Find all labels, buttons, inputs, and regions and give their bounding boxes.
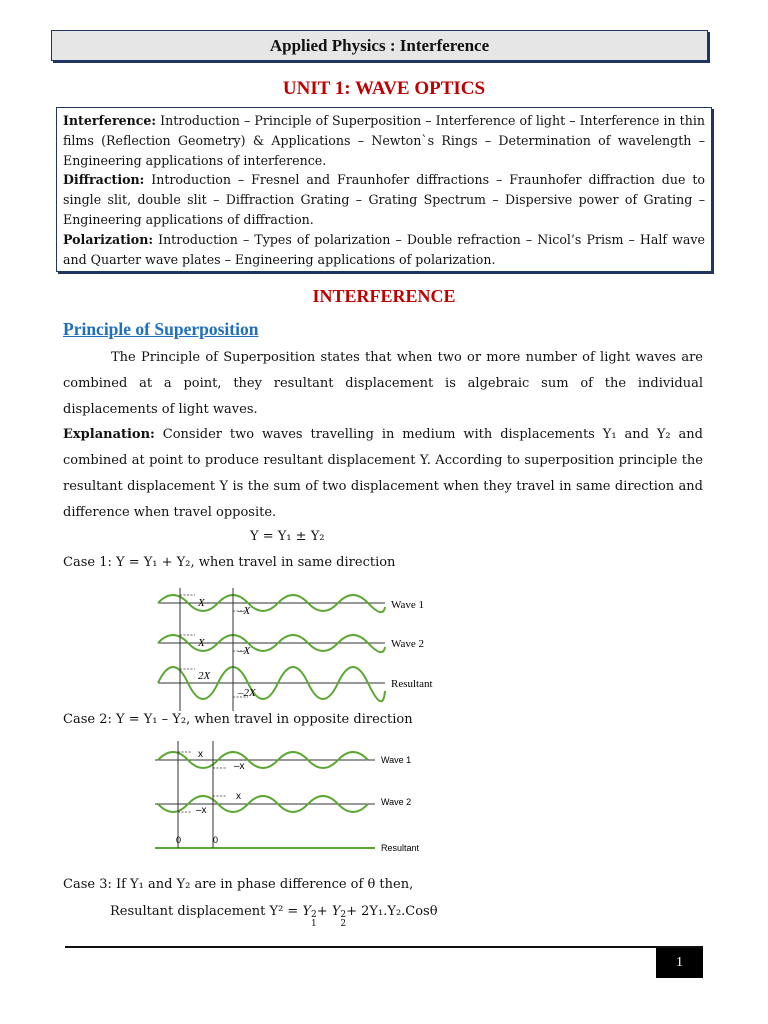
body-text [63, 345, 703, 526]
resultant-neg2x-label: –2X [238, 687, 256, 699]
wave2-negx-label: –x [196, 805, 207, 816]
wave2-x-label: X [198, 637, 205, 649]
intro-paragraph: The Principle of Superposition states that when two or more number of light waves are combined at a point, they resultant displacement is algebraic sum of the individual displacements of light waves. [63, 350, 703, 417]
wave2-label: Wave 2 [381, 797, 412, 807]
formula-prefix: Resultant displacement Y² = [110, 904, 303, 919]
page-number [656, 948, 703, 978]
zero-label: 0 [213, 835, 219, 845]
figure-in-phase-waves [150, 583, 460, 713]
formula-suffix: + 2Y₁.Y₂.Cosθ [346, 904, 438, 919]
page-number-text: 1 [676, 955, 683, 970]
syllabus-interference [63, 111, 705, 170]
main-formula: Y = Y₁ ± Y₂ [250, 529, 325, 544]
syllabus-polarization [63, 230, 705, 270]
formula-term2-sup: 2 [340, 910, 347, 920]
syllabus-text: Introduction – Types of polarization – Double refraction – Nicol’s Prism – Half wave and Quarter wave plates – Engineering applications of polarization. [63, 231, 705, 267]
formula-term2-sub: 2 [340, 919, 347, 929]
wave1-label: Wave 1 [391, 599, 425, 611]
syllabus-label: Diffraction: [63, 172, 145, 188]
syllabus-text: Introduction – Fresnel and Fraunhofer diffractions – Fraunhofer diffraction due to single slit, double slit – Diffraction Grating – Grating Spectrum – Dispersive power of Grating – Engineering applications of diffraction. [63, 172, 705, 227]
formula-plus: + [316, 904, 332, 919]
syllabus-label: Interference: [63, 113, 157, 128]
case3-formula [110, 902, 438, 929]
wave2-curve [158, 635, 385, 652]
wave2-x-label: x [236, 791, 241, 802]
syllabus-label: Polarization: [63, 231, 154, 247]
formula-term1: Y [302, 904, 312, 919]
wave1-negx-label: –x [234, 761, 245, 772]
zero-label: 0 [176, 835, 182, 845]
wave1-x-label: X [198, 597, 205, 609]
explanation-paragraph [63, 422, 703, 525]
syllabus-diffraction [63, 170, 705, 229]
resultant-label: Resultant [391, 678, 433, 690]
explanation-text: Consider two waves travelling in medium with displacements Y₁ and Y₂ and combined at point to produce resultant displacement Y. According to superposition principle the resultant displacement Y is the sum of two displacement when they travel in same direction and difference when travel opposite. [63, 427, 703, 520]
wave1-negx-label: –X [238, 605, 251, 617]
formula-term1-sup: 2 [311, 910, 317, 920]
wave2-negx-label: –X [238, 645, 251, 657]
case2-text: Case 2: Y = Y₁ – Y₂, when travel in opposite direction [63, 712, 413, 727]
formula-term1-sub: 1 [311, 919, 317, 929]
case1-text: Case 1: Y = Y₁ + Y₂, when travel in same direction [63, 555, 396, 570]
header-title: Applied Physics : Interference [269, 35, 490, 55]
formula-term2: Y [331, 904, 341, 919]
resultant-curve [158, 667, 385, 701]
resultant-2x-label: 2X [198, 670, 211, 682]
footer-rule [65, 946, 703, 948]
resultant-label: Resultant [381, 843, 420, 853]
wave1-curve [158, 595, 385, 612]
document-header [51, 30, 708, 61]
unit-title: UNIT 1: WAVE OPTICS [282, 78, 486, 99]
syllabus-box [56, 107, 712, 272]
subsection-title: Principle of Superposition [63, 319, 259, 339]
wave1-label: Wave 1 [381, 755, 412, 765]
explanation-label: Explanation: [63, 427, 155, 443]
figure-opposite-waves [150, 738, 440, 855]
wave1-x-label: x [198, 749, 203, 760]
section-title: INTERFERENCE [312, 286, 456, 306]
case3-text: Case 3: If Y₁ and Y₂ are in phase difference of θ then, [63, 877, 414, 892]
syllabus-text: Introduction – Principle of Superposition – Interference of light – Interference in thin films (Reflection Geometry) & Applications – Newton`s Rings – Determination of wavelength – Engineering applications of interference. [63, 113, 705, 168]
wave2-label: Wave 2 [391, 638, 425, 650]
